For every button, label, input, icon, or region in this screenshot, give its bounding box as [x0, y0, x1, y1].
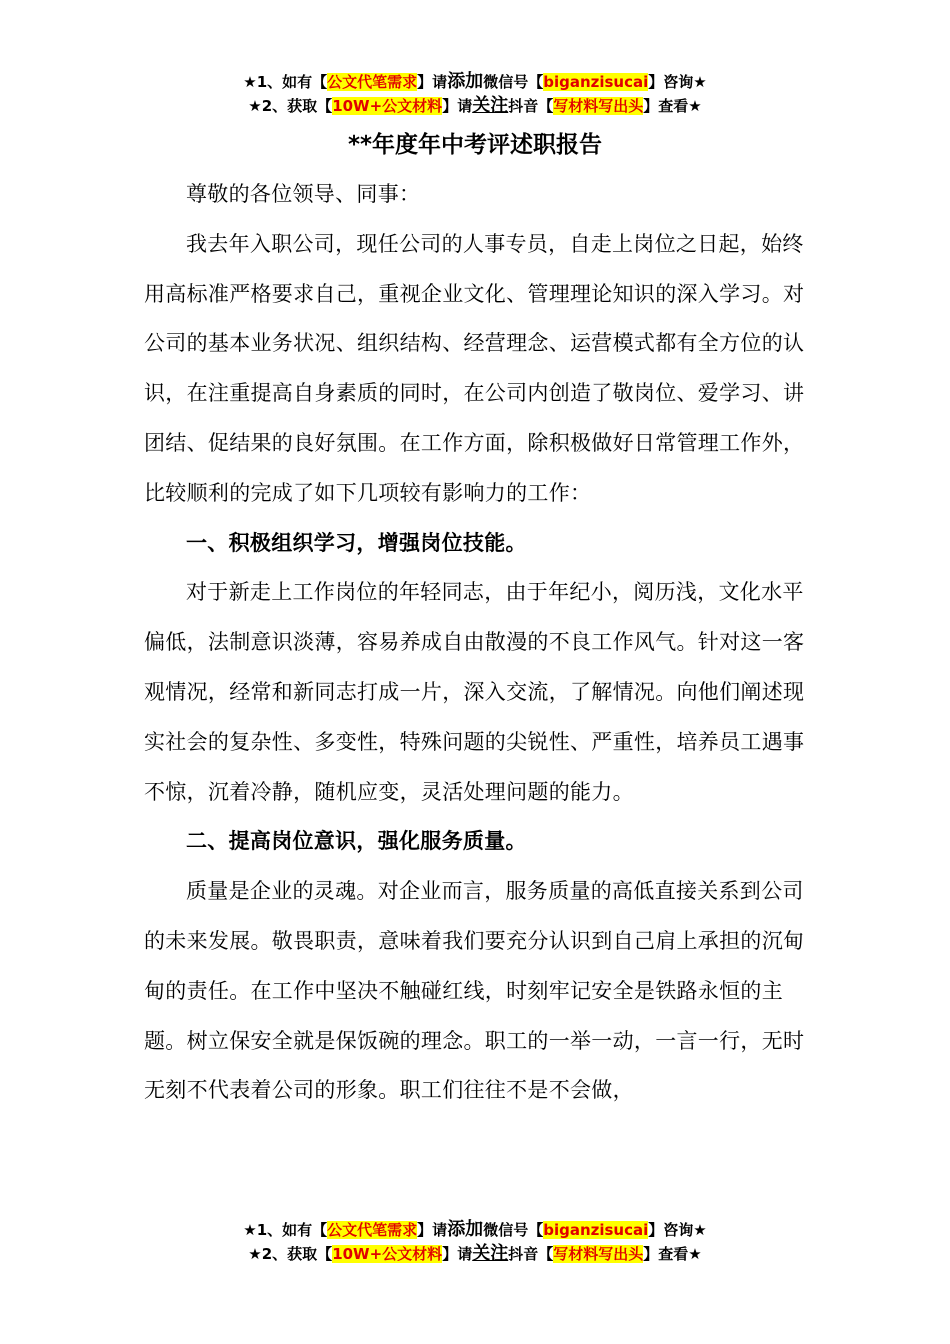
body-paragraph: 我去年入职公司，现任公司的人事专员，自走上岗位之日起，始终用高标准严格要求自己，重视企业文化、管理理论知识的深入学习。对公司的基本业务状况、组织结构、经营理念、运营模式都有全方位的认识，在注重提高自身素质的同时，在公司内创造了敬岗位、爱学习、讲团结、促结果的良好氛围。在工作方面，除积极做好日常管理工作外，比较顺利的完成了如下几项较有影响力的工作：: [144, 231, 805, 505]
banner-emphasis: 添加: [447, 1219, 484, 1240]
banner-highlight: 10W+公文材料: [332, 1245, 443, 1263]
banner-text: 】查看★: [643, 1245, 702, 1263]
footer-banner: [0, 1218, 950, 1266]
footer-line-2: [0, 1242, 950, 1266]
banner-line-1: [0, 70, 950, 94]
banner-text: 】查看★: [643, 97, 702, 115]
document-title: **年度年中考评述职报告: [347, 132, 603, 158]
banner-text: 抖音【: [508, 1245, 554, 1263]
banner-text: ★2、获取【: [248, 97, 333, 115]
section-heading: 一、积极组织学习，增强岗位技能。: [186, 530, 527, 555]
header-banner: [0, 70, 950, 118]
banner-text: 】请: [442, 1245, 473, 1263]
banner-wechat-id: biganzisucai: [543, 1221, 649, 1239]
banner-emphasis: 关注: [472, 95, 509, 116]
banner-highlight: 写材料写出头: [553, 97, 644, 115]
banner-text: 】请: [417, 1221, 448, 1239]
banner-text: 】咨询★: [648, 1221, 707, 1239]
banner-text: 】请: [417, 73, 448, 91]
banner-text: 抖音【: [508, 97, 554, 115]
banner-text: ★2、获取【: [248, 1245, 333, 1263]
banner-text: 微信号【: [483, 1221, 544, 1239]
banner-line-2: [0, 94, 950, 118]
banner-text: 】请: [442, 97, 473, 115]
banner-text: 微信号【: [483, 73, 544, 91]
banner-highlight: 公文代笔需求: [327, 73, 418, 91]
banner-text: ★1、如有【: [243, 1221, 328, 1239]
banner-text: 】咨询★: [648, 73, 707, 91]
banner-text: ★1、如有【: [243, 73, 328, 91]
body-paragraph: 质量是企业的灵魂。对企业而言，服务质量的高低直接关系到公司的未来发展。敬畏职责，意味着我们要充分认识到自己肩上承担的沉甸甸的责任。在工作中坚决不触碰红线，时刻牢记安全是铁路永恒的主题。树立保安全就是保饭碗的理念。职工的一举一动，一言一行，无时无刻不代表着公司的形象。职工们往往不是不会做，: [144, 879, 805, 1103]
salutation: 尊敬的各位领导、同事：: [186, 182, 421, 206]
section-heading: 二、提高岗位意识，强化服务质量。: [186, 829, 527, 854]
banner-highlight: 公文代笔需求: [327, 1221, 418, 1239]
banner-emphasis: 关注: [472, 1243, 509, 1264]
banner-highlight: 写材料写出头: [553, 1245, 644, 1263]
body-paragraph: 对于新走上工作岗位的年轻同志，由于年纪小，阅历浅，文化水平偏低，法制意识淡薄，容易养成自由散漫的不良工作风气。针对这一客观情况，经常和新同志打成一片，深入交流，了解情况。向他们阐述现实社会的复杂性、多变性，特殊问题的尖锐性、严重性，培养员工遇事不惊，沉着冷静，随机应变，灵活处理问题的能力。: [144, 580, 805, 804]
banner-emphasis: 添加: [447, 71, 484, 92]
banner-highlight: 10W+公文材料: [332, 97, 443, 115]
banner-wechat-id: biganzisucai: [543, 73, 649, 91]
document-body: [144, 170, 808, 1116]
footer-line-1: [0, 1218, 950, 1242]
